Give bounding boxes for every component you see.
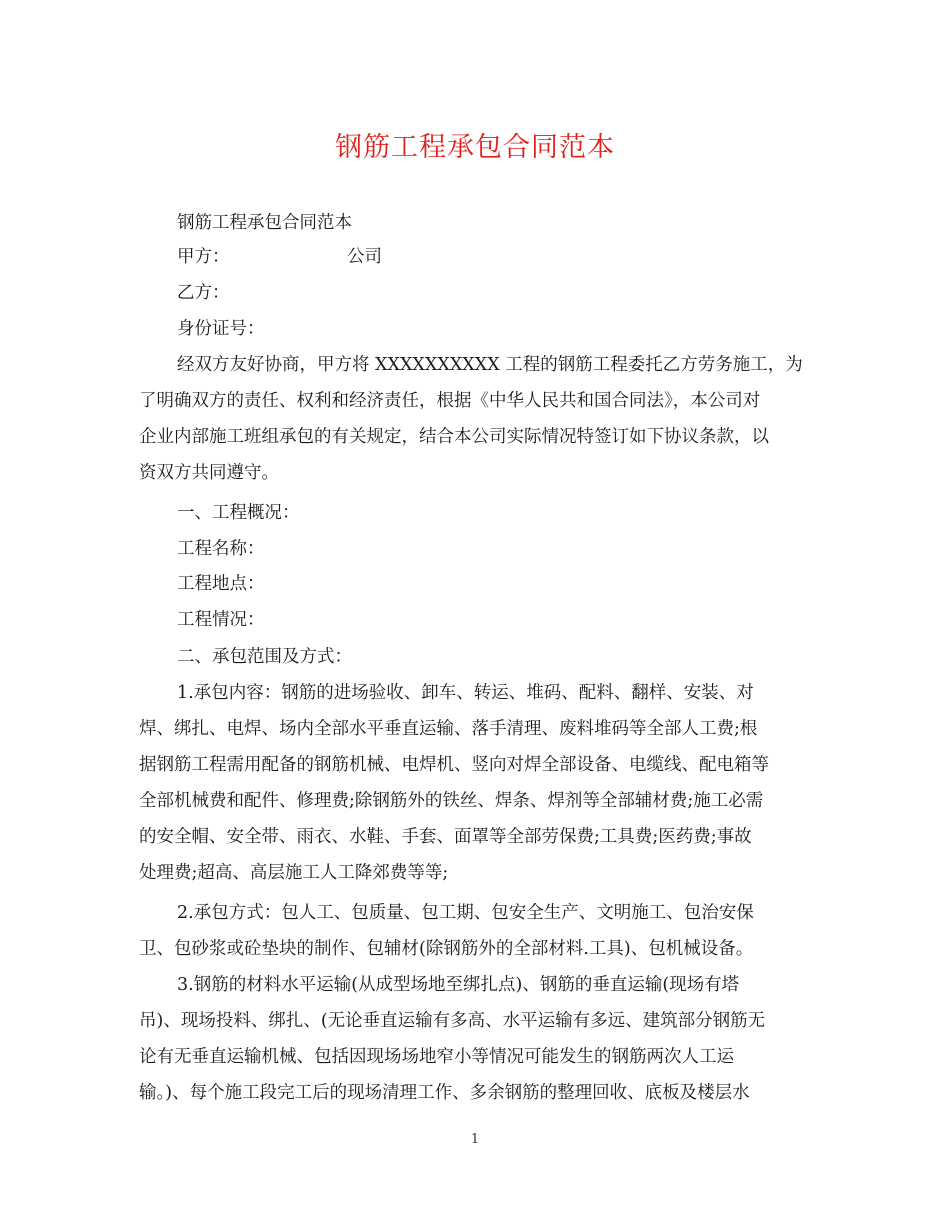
item-1-line: 1.承包内容：钢筋的进场验收、卸车、转运、堆码、配料、翻样、安装、对 xyxy=(177,683,754,703)
section-2-heading: 二、承包范围及方式： xyxy=(177,647,352,667)
item-3-line: 输。)、每个施工段完工后的现场清理工作、多余钢筋的整理回收、底板及楼层水 xyxy=(139,1083,750,1103)
id-number-label: 身份证号： xyxy=(177,319,265,339)
item-1-line: 焊、绑扎、电焊、场内全部水平垂直运输、落手清理、废料堆码等全部人工费;根 xyxy=(139,719,758,739)
item-1-line: 处理费;超高、高层施工人工降郊费等等; xyxy=(139,863,449,883)
item-2-line: 卫、包砂浆或砼垫块的制作、包辅材(除钢筋外的全部材料.工具)、包机械设备。 xyxy=(139,939,754,959)
item-3-line: 3.钢筋的材料水平运输(从成型场地至绑扎点)、钢筋的垂直运输(现场有塔 xyxy=(177,975,740,995)
section-1-heading: 一、工程概况： xyxy=(177,503,300,523)
party-a-value: 公司 xyxy=(347,247,382,267)
subtitle: 钢筋工程承包合同范本 xyxy=(177,213,352,233)
party-a-line xyxy=(177,240,815,274)
item-1-line: 据钢筋工程需用配备的钢筋机械、电焊机、竖向对焊全部设备、电缆线、配电箱等 xyxy=(139,755,769,775)
item-1-line: 全部机械费和配件、修理费;除钢筋外的铁丝、焊条、焊剂等全部辅材费;施工必需 xyxy=(139,791,764,811)
project-location-label: 工程地点： xyxy=(177,574,265,594)
item-3-line: 论有无垂直运输机械、包括因现场场地窄小等情况可能发生的钢筋两次人工运 xyxy=(139,1047,734,1067)
project-status-label: 工程情况： xyxy=(177,610,265,630)
intro-line: 企业内部施工班组承包的有关规定，结合本公司实际情况特签订如下协议条款，以 xyxy=(139,427,769,447)
item-2-line: 2.承包方式：包人工、包质量、包工期、包安全生产、文明施工、包治安保 xyxy=(177,903,754,923)
page-number: 1 xyxy=(470,1132,480,1147)
item-3-line: 吊)、现场投料、绑扎、(无论垂直运输有多高、水平运输有多远、建筑部分钢筋无 xyxy=(139,1011,766,1031)
party-b-label: 乙方： xyxy=(177,283,230,303)
document-title: 钢筋工程承包合同范本 xyxy=(335,132,615,163)
intro-line: 资双方共同遵守。 xyxy=(139,463,279,483)
intro-line: 了明确双方的责任、权利和经济责任，根据《中华人民共和国合同法》，本公司对 xyxy=(139,391,761,411)
item-1-line: 的安全帽、安全带、雨衣、水鞋、手套、面罩等全部劳保费;工具费;医药费;事故 xyxy=(139,827,752,847)
project-name-label: 工程名称： xyxy=(177,539,265,559)
intro-line: 经双方友好协商，甲方将 XXXXXXXXXX 工程的钢筋工程委托乙方劳务施工，为 xyxy=(177,355,803,375)
party-a-label: 甲方： xyxy=(177,247,230,267)
